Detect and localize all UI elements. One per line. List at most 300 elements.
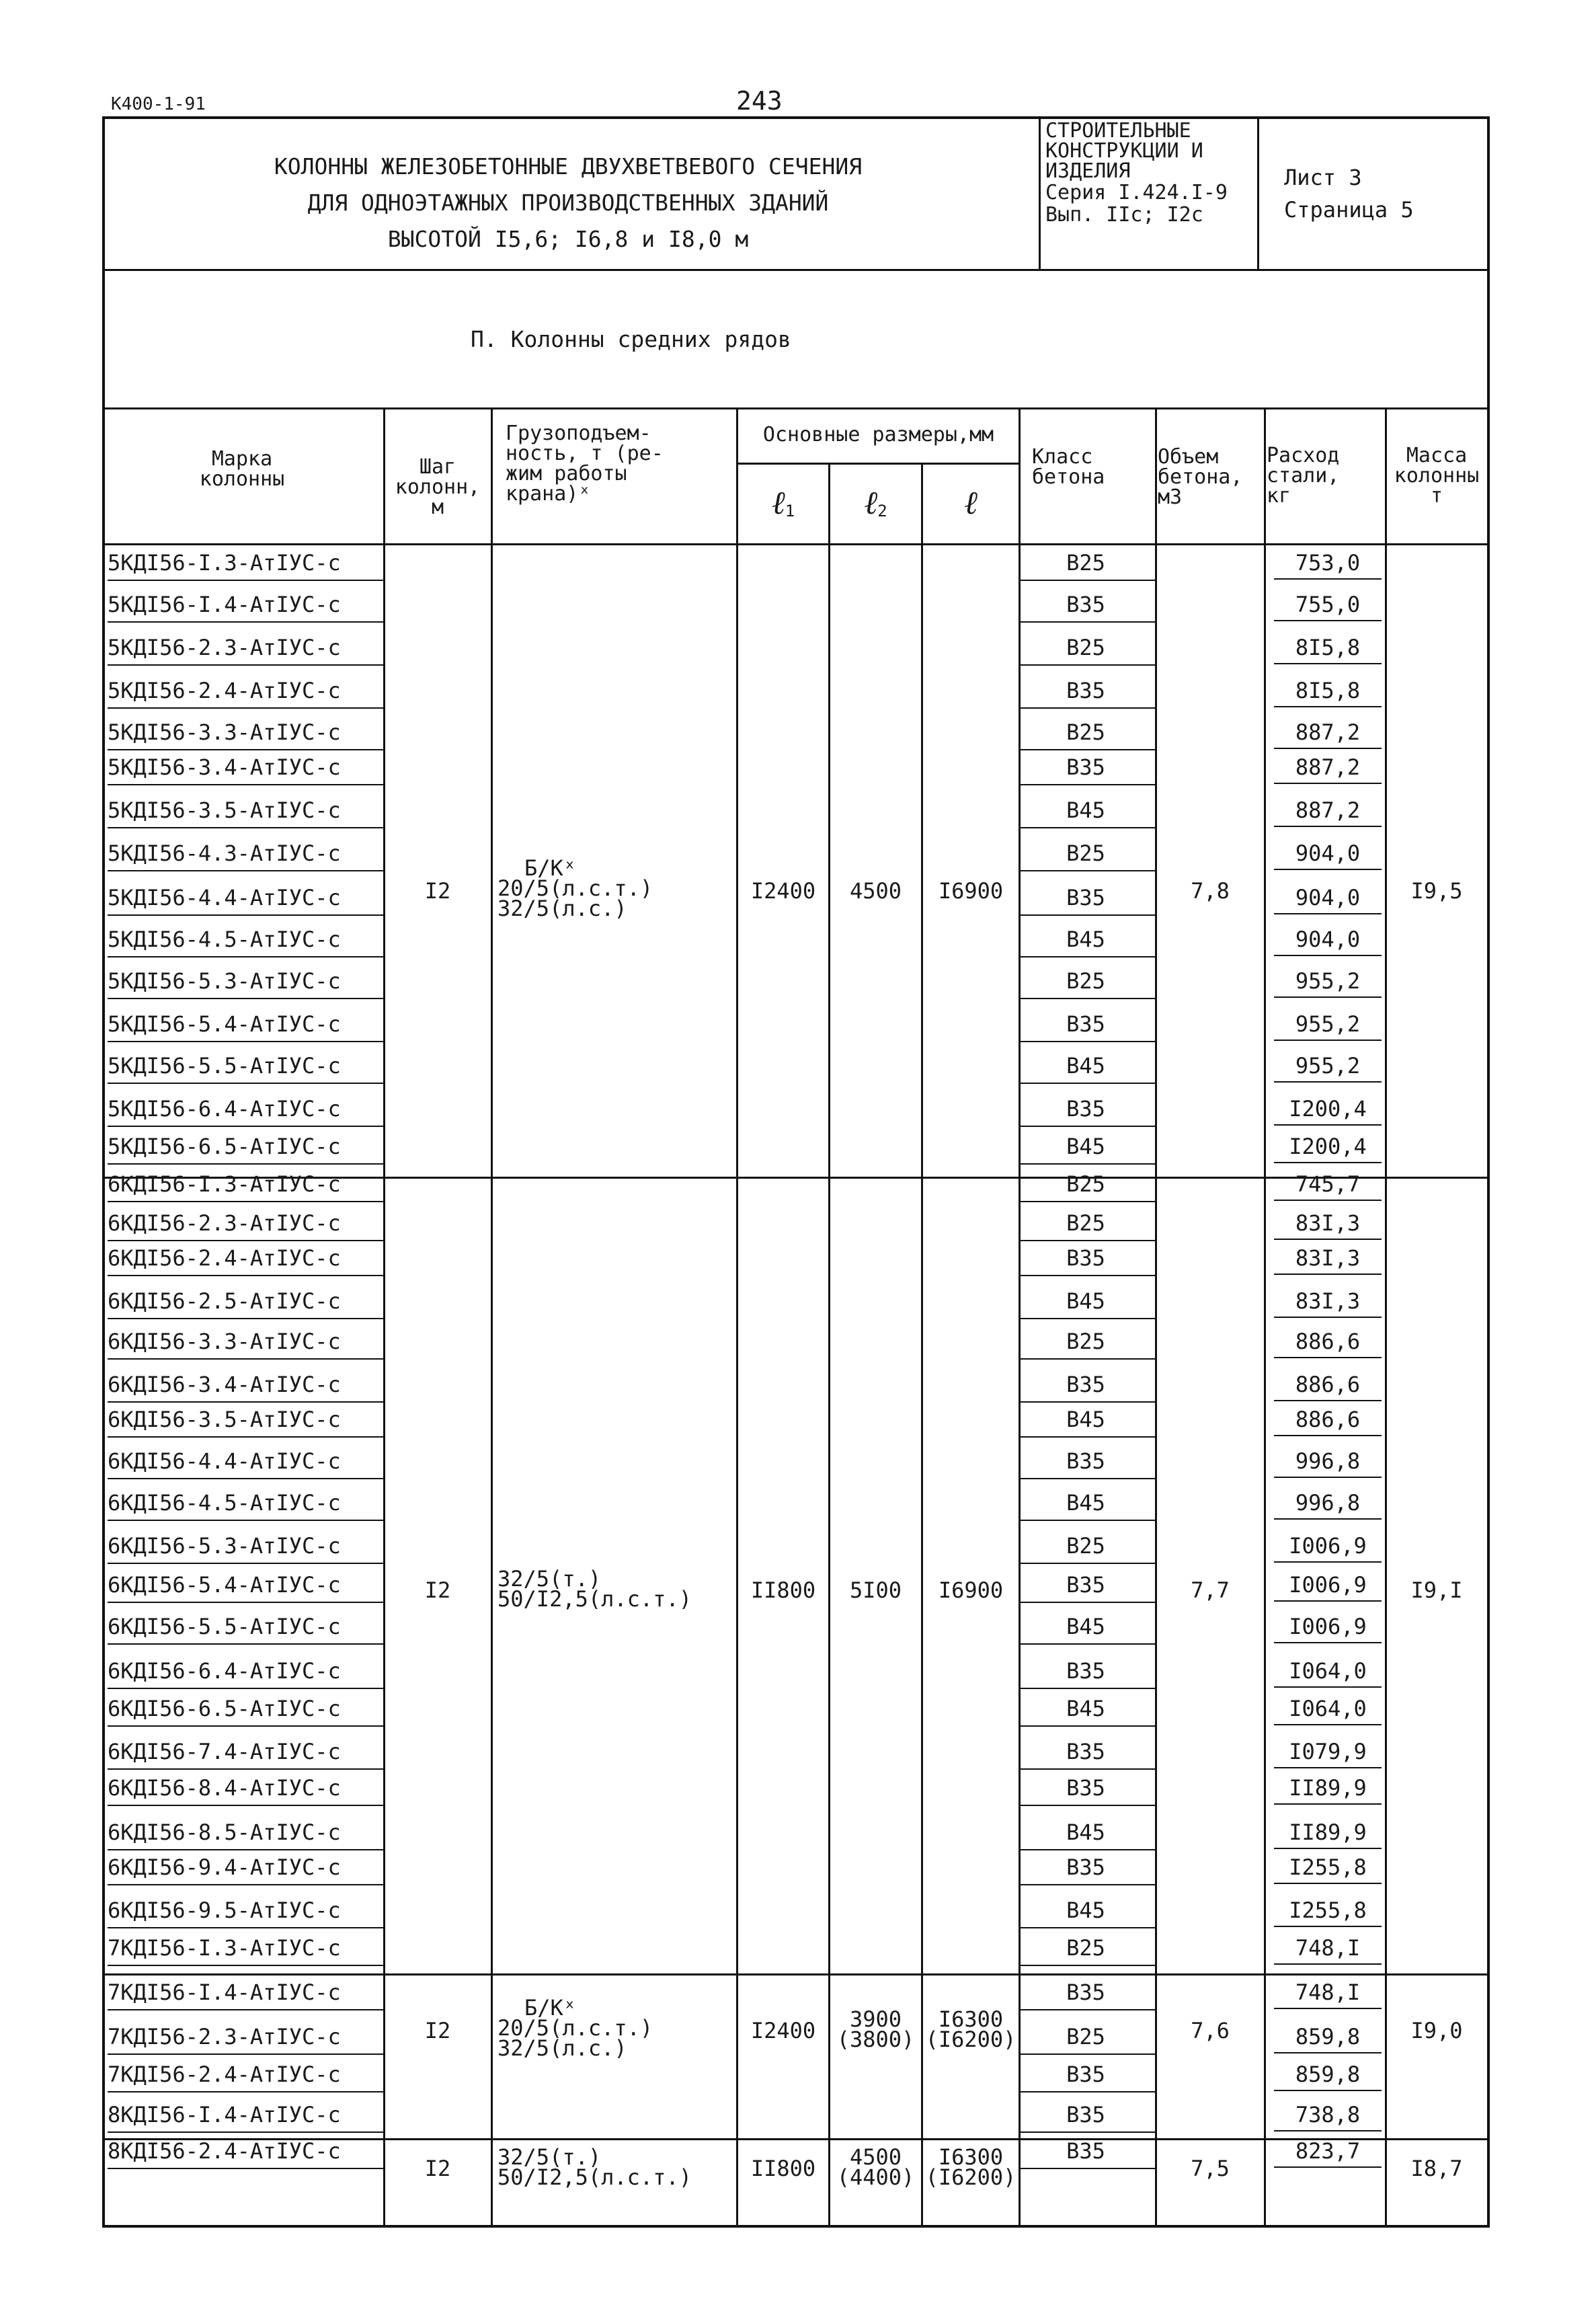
crane-capacity: Б/Кˣ bbox=[524, 855, 577, 881]
concrete-class: В35 bbox=[1066, 1448, 1105, 1474]
mark-underline bbox=[108, 1849, 383, 1850]
concrete-class: В45 bbox=[1066, 797, 1105, 823]
mark-underline bbox=[108, 1401, 383, 1403]
steel-consumption: I255,8 bbox=[1289, 1854, 1367, 1880]
steel-consumption: 996,8 bbox=[1295, 1448, 1361, 1474]
class-underline bbox=[1019, 1240, 1155, 1241]
concrete-class: В35 bbox=[1066, 754, 1105, 780]
row-underline bbox=[1274, 2008, 1382, 2009]
mark-underline bbox=[108, 1318, 383, 1319]
mark-underline bbox=[108, 1884, 383, 1885]
column-mass: I9,5 bbox=[1410, 878, 1463, 904]
concrete-class: В45 bbox=[1066, 1053, 1105, 1079]
row-underline bbox=[1274, 955, 1382, 956]
row-underline bbox=[1274, 1686, 1382, 1688]
row-underline bbox=[1274, 1767, 1382, 1768]
steel-consumption: 955,2 bbox=[1295, 968, 1361, 994]
mark-underline bbox=[108, 1436, 383, 1438]
col-line-2 bbox=[491, 407, 493, 2228]
column-mark: 6КДI56-7.4-АтIУС-с bbox=[108, 1739, 341, 1764]
dimension-l2: 3900 bbox=[849, 2006, 902, 2032]
steel-consumption: 904,0 bbox=[1295, 885, 1361, 910]
class-underline bbox=[1019, 621, 1155, 623]
concrete-class: В25 bbox=[1066, 1935, 1105, 1961]
steel-consumption: 755,0 bbox=[1295, 592, 1361, 617]
row-underline bbox=[1274, 1600, 1382, 1602]
row-underline bbox=[1274, 2090, 1382, 2091]
row-underline bbox=[1274, 1081, 1382, 1083]
row-underline bbox=[1274, 996, 1382, 998]
steel-consumption: 904,0 bbox=[1295, 927, 1361, 952]
dimension-l2: (4400) bbox=[836, 2164, 915, 2190]
concrete-class: В25 bbox=[1066, 635, 1105, 660]
mark-underline bbox=[108, 2053, 383, 2055]
row-underline bbox=[1274, 1883, 1382, 1884]
section-divider bbox=[102, 407, 1490, 409]
series-number: Серия I.424.I-9 bbox=[1045, 181, 1228, 204]
mark-underline bbox=[108, 956, 383, 957]
steel-consumption: I079,9 bbox=[1289, 1739, 1367, 1764]
page-number: 243 bbox=[736, 86, 783, 116]
row-underline bbox=[1274, 2130, 1382, 2131]
column-mark: 5КДI56-4.5-АтIУС-с bbox=[108, 927, 341, 952]
title-line-2: ДЛЯ ОДНОЭТАЖНЫХ ПРОИЗВОДСТВЕННЫХ ЗДАНИЙ bbox=[307, 190, 829, 216]
column-mark: 5КДI56-I.3-АтIУС-с bbox=[108, 550, 341, 576]
title-vline-1 bbox=[1039, 116, 1041, 270]
concrete-class: В35 bbox=[1066, 1245, 1105, 1271]
class-underline bbox=[1019, 1126, 1155, 1127]
class-underline bbox=[1019, 1884, 1155, 1885]
mark-underline bbox=[108, 2009, 383, 2010]
header-mass: Масса колонны т bbox=[1394, 444, 1480, 508]
column-mass: I9,I bbox=[1410, 1577, 1463, 1603]
class-underline bbox=[1019, 749, 1155, 750]
class-underline bbox=[1019, 827, 1155, 828]
concrete-volume: 7,7 bbox=[1191, 1577, 1230, 1603]
crane-capacity: 20/5(л.с.т.) bbox=[497, 875, 653, 901]
title-line-3: ВЫСОТОЙ I5,6; I6,8 и I8,0 м bbox=[387, 226, 749, 252]
class-underline bbox=[1019, 784, 1155, 785]
class-underline bbox=[1019, 1041, 1155, 1042]
steel-consumption: I006,9 bbox=[1289, 1533, 1367, 1559]
col-line-7 bbox=[1155, 407, 1157, 2228]
concrete-class: В45 bbox=[1066, 1490, 1105, 1516]
title-vline-2 bbox=[1257, 116, 1259, 270]
column-mass: I9,0 bbox=[1410, 2018, 1463, 2043]
concrete-class: В35 bbox=[1066, 1372, 1105, 1397]
class-underline bbox=[1019, 1725, 1155, 1727]
mark-underline bbox=[108, 1520, 383, 1521]
row-underline bbox=[1274, 620, 1382, 621]
column-mark: 6КДI56-3.5-АтIУС-с bbox=[108, 1407, 341, 1432]
concrete-class: В35 bbox=[1066, 1739, 1105, 1764]
steel-consumption: 955,2 bbox=[1295, 1053, 1361, 1079]
steel-consumption: I064,0 bbox=[1289, 1658, 1367, 1684]
row-underline bbox=[1274, 1400, 1382, 1401]
column-mark: 6КДI56-4.4-АтIУС-с bbox=[108, 1448, 341, 1474]
concrete-volume: 7,6 bbox=[1191, 2018, 1230, 2043]
crane-capacity: 32/5(т.) bbox=[497, 1566, 602, 1592]
steel-consumption: II89,9 bbox=[1289, 1775, 1367, 1801]
class-underline bbox=[1019, 998, 1155, 999]
concrete-class: В35 bbox=[1066, 885, 1105, 910]
column-mark: 6КДI56-2.5-АтIУС-с bbox=[108, 1288, 341, 1314]
class-underline bbox=[1019, 1602, 1155, 1603]
steel-consumption: 996,8 bbox=[1295, 1490, 1361, 1516]
concrete-class: В35 bbox=[1066, 1011, 1105, 1037]
column-step: I2 bbox=[424, 2018, 451, 2043]
steel-consumption: 886,6 bbox=[1295, 1407, 1361, 1432]
column-mark: 5КДI56-4.3-АтIУС-с bbox=[108, 840, 341, 866]
class-underline bbox=[1019, 2009, 1155, 2010]
row-underline bbox=[1274, 2166, 1382, 2168]
title-divider bbox=[102, 269, 1490, 271]
concrete-class: В45 bbox=[1066, 1819, 1105, 1845]
column-step: I2 bbox=[424, 2156, 451, 2181]
header-l: ℓ bbox=[964, 484, 977, 522]
col-line-3 bbox=[736, 407, 738, 2228]
mark-underline bbox=[108, 1358, 383, 1360]
mark-underline bbox=[108, 1563, 383, 1564]
concrete-class: В25 bbox=[1066, 2024, 1105, 2049]
concrete-class: В45 bbox=[1066, 1897, 1105, 1923]
mark-underline bbox=[108, 1041, 383, 1042]
class-underline bbox=[1019, 1688, 1155, 1689]
mark-underline bbox=[108, 1083, 383, 1084]
class-underline bbox=[1019, 956, 1155, 957]
class-underline bbox=[1019, 1358, 1155, 1360]
row-underline bbox=[1274, 2052, 1382, 2053]
row-underline bbox=[1274, 1926, 1382, 1927]
column-mark: 6КДI56-6.5-АтIУС-с bbox=[108, 1696, 341, 1721]
mark-underline bbox=[108, 1126, 383, 1127]
concrete-class: В25 bbox=[1066, 719, 1105, 745]
class-underline bbox=[1019, 2131, 1155, 2133]
class-underline bbox=[1019, 870, 1155, 871]
mark-underline bbox=[108, 1688, 383, 1689]
class-underline bbox=[1019, 1478, 1155, 1479]
concrete-volume: 7,8 bbox=[1191, 878, 1230, 904]
mark-underline bbox=[108, 1805, 383, 1806]
row-underline bbox=[1274, 1518, 1382, 1520]
column-mark: 5КДI56-4.4-АтIУС-с bbox=[108, 885, 341, 910]
class-underline bbox=[1019, 1201, 1155, 1202]
dimension-l: I6300 bbox=[938, 2144, 1004, 2170]
page-label: Страница 5 bbox=[1284, 197, 1414, 223]
concrete-volume: 7,5 bbox=[1191, 2156, 1230, 2181]
column-mark: 5КДI56-2.3-АтIУС-с bbox=[108, 635, 341, 660]
mark-underline bbox=[108, 2091, 383, 2092]
column-mark: 5КДI56-5.5-АтIУС-с bbox=[108, 1053, 341, 1079]
crane-capacity: 50/I2,5(л.с.т.) bbox=[497, 2164, 692, 2190]
column-mark: 5КДI56-6.5-АтIУС-с bbox=[108, 1134, 341, 1159]
class-underline bbox=[1019, 1083, 1155, 1084]
row-underline bbox=[1274, 1040, 1382, 1041]
issue-number: Вып. IIс; I2с bbox=[1045, 203, 1203, 227]
column-mark: 6КДI56-5.3-АтIУС-с bbox=[108, 1533, 341, 1559]
concrete-class: В35 bbox=[1066, 1775, 1105, 1801]
concrete-class: В35 bbox=[1066, 678, 1105, 703]
steel-consumption: I200,4 bbox=[1289, 1096, 1367, 1122]
row-underline bbox=[1274, 706, 1382, 707]
dimension-l2: 5I00 bbox=[849, 1577, 902, 1603]
class-underline bbox=[1019, 664, 1155, 666]
concrete-class: В35 bbox=[1066, 1980, 1105, 2005]
column-mark: 6КДI56-8.5-АтIУС-с bbox=[108, 1819, 341, 1845]
steel-consumption: 904,0 bbox=[1295, 840, 1361, 866]
column-mass: I8,7 bbox=[1410, 2156, 1463, 2181]
column-mark: 6КДI56-8.4-АтIУС-с bbox=[108, 1775, 341, 1801]
class-underline bbox=[1019, 1849, 1155, 1850]
col-line-8 bbox=[1264, 407, 1266, 2228]
concrete-class: В35 bbox=[1066, 2102, 1105, 2127]
dimension-l: (I6200) bbox=[925, 2164, 1016, 2190]
mark-underline bbox=[108, 1240, 383, 1241]
column-mark: 7КДI56-I.4-АтIУС-с bbox=[108, 1980, 341, 2005]
concrete-class: В35 bbox=[1066, 2138, 1105, 2164]
concrete-class: В25 bbox=[1066, 1533, 1105, 1559]
mark-underline bbox=[108, 1163, 383, 1165]
column-mark: 6КДI56-3.4-АтIУС-с bbox=[108, 1372, 341, 1397]
crane-capacity: 32/5(л.с.) bbox=[497, 2035, 627, 2061]
column-mark: 8КДI56-2.4-АтIУС-с bbox=[108, 2138, 341, 2164]
crane-capacity: 20/5(л.с.т.) bbox=[497, 2015, 653, 2041]
mark-underline bbox=[108, 914, 383, 916]
row-underline bbox=[1274, 869, 1382, 870]
column-mark: 7КДI56-2.4-АтIУС-с bbox=[108, 2062, 341, 2087]
dimension-l: I6900 bbox=[938, 1577, 1004, 1603]
steel-consumption: 8I5,8 bbox=[1295, 678, 1361, 703]
steel-consumption: 748,I bbox=[1295, 1935, 1361, 1961]
concrete-class: В45 bbox=[1066, 1134, 1105, 1159]
steel-consumption: 83I,3 bbox=[1295, 1288, 1361, 1314]
mark-underline bbox=[108, 1602, 383, 1603]
class-underline bbox=[1019, 1643, 1155, 1645]
header-volume: Объем бетона, м3 bbox=[1158, 445, 1243, 509]
concrete-class: В25 bbox=[1066, 550, 1105, 576]
class-underline bbox=[1019, 1436, 1155, 1438]
row-underline bbox=[1274, 1848, 1382, 1849]
mark-underline bbox=[108, 1725, 383, 1727]
concrete-class: В45 bbox=[1066, 1614, 1105, 1639]
header-l1: ℓ$_1$ bbox=[771, 484, 795, 522]
dimension-l: (I6200) bbox=[925, 2027, 1016, 2052]
column-mark: 6КДI56-5.5-АтIУС-с bbox=[108, 1614, 341, 1639]
column-mark: 5КДI56-2.4-АтIУС-с bbox=[108, 678, 341, 703]
class-underline bbox=[1019, 1805, 1155, 1806]
row-underline bbox=[1274, 1724, 1382, 1725]
row-underline bbox=[1274, 1357, 1382, 1358]
steel-consumption: 83I,3 bbox=[1295, 1210, 1361, 1236]
col-line-5 bbox=[921, 463, 923, 2228]
steel-consumption: I255,8 bbox=[1289, 1897, 1367, 1923]
mark-underline bbox=[108, 827, 383, 828]
column-mark: 6КДI56-I.3-АтIУС-с bbox=[108, 1171, 341, 1197]
column-mark: 6КДI56-6.4-АтIУС-с bbox=[108, 1658, 341, 1684]
row-underline bbox=[1274, 1200, 1382, 1201]
class-underline bbox=[1019, 1401, 1155, 1403]
header-mark: Марка колонны bbox=[199, 447, 285, 491]
col-line-1 bbox=[383, 407, 385, 2228]
mark-underline bbox=[108, 2168, 383, 2169]
concrete-class: В35 bbox=[1066, 1658, 1105, 1684]
steel-consumption: 745,7 bbox=[1295, 1171, 1361, 1197]
column-mark: 5КДI56-5.4-АтIУС-с bbox=[108, 1011, 341, 1037]
steel-consumption: 859,8 bbox=[1295, 2062, 1361, 2087]
class-underline bbox=[1019, 1768, 1155, 1770]
concrete-class: В25 bbox=[1066, 1329, 1105, 1354]
crane-capacity: 50/I2,5(л.с.т.) bbox=[497, 1586, 692, 1612]
dimension-l2: 4500 bbox=[849, 878, 902, 904]
mark-underline bbox=[108, 2131, 383, 2133]
steel-consumption: 738,8 bbox=[1295, 2102, 1361, 2127]
column-mark: 5КДI56-3.3-АтIУС-с bbox=[108, 719, 341, 745]
steel-consumption: I064,0 bbox=[1289, 1696, 1367, 1721]
mark-underline bbox=[108, 707, 383, 709]
column-mark: 6КДI56-3.3-АтIУС-с bbox=[108, 1329, 341, 1354]
mark-underline bbox=[108, 664, 383, 666]
column-mark: 5КДI56-5.3-АтIУС-с bbox=[108, 968, 341, 994]
series-line-1: СТРОИТЕЛЬНЫЕ bbox=[1045, 119, 1191, 143]
row-underline bbox=[1274, 1317, 1382, 1318]
mark-underline bbox=[108, 1965, 383, 1966]
concrete-class: В25 bbox=[1066, 1171, 1105, 1197]
column-mark: 6КДI56-9.4-АтIУС-с bbox=[108, 1854, 341, 1880]
header-divider bbox=[102, 543, 1490, 545]
column-mark: 6КДI56-2.4-АтIУС-с bbox=[108, 1245, 341, 1271]
class-underline bbox=[1019, 2168, 1155, 2169]
row-underline bbox=[1274, 1124, 1382, 1126]
class-underline bbox=[1019, 707, 1155, 709]
steel-consumption: 8I5,8 bbox=[1295, 635, 1361, 660]
column-mark: 6КДI56-4.5-АтIУС-с bbox=[108, 1490, 341, 1516]
row-underline bbox=[1274, 748, 1382, 749]
dimension-l1: I2400 bbox=[750, 878, 816, 904]
class-underline bbox=[1019, 1965, 1155, 1966]
column-mark: 5КДI56-6.4-АтIУС-с bbox=[108, 1096, 341, 1122]
concrete-class: В35 bbox=[1066, 1572, 1105, 1598]
mark-underline bbox=[108, 784, 383, 785]
group-divider-2 bbox=[102, 1973, 1490, 1975]
class-underline bbox=[1019, 1927, 1155, 1928]
column-mark: 7КДI56-2.3-АтIУС-с bbox=[108, 2024, 341, 2049]
document-code: К400-1-91 bbox=[111, 94, 206, 114]
mark-underline bbox=[108, 580, 383, 581]
mark-underline bbox=[108, 749, 383, 750]
concrete-class: В25 bbox=[1066, 840, 1105, 866]
steel-consumption: I006,9 bbox=[1289, 1614, 1367, 1639]
steel-consumption: I200,4 bbox=[1289, 1134, 1367, 1159]
steel-consumption: 886,6 bbox=[1295, 1372, 1361, 1397]
row-underline bbox=[1274, 1477, 1382, 1478]
mark-underline bbox=[108, 1927, 383, 1928]
class-underline bbox=[1019, 1563, 1155, 1564]
class-underline bbox=[1019, 2091, 1155, 2092]
column-step: I2 bbox=[424, 878, 451, 904]
header-l2: ℓ$_2$ bbox=[864, 484, 887, 522]
steel-consumption: 748,I bbox=[1295, 1980, 1361, 2005]
concrete-class: В45 bbox=[1066, 1288, 1105, 1314]
steel-consumption: I006,9 bbox=[1289, 1572, 1367, 1598]
steel-consumption: 753,0 bbox=[1295, 550, 1361, 576]
steel-consumption: 887,2 bbox=[1295, 754, 1361, 780]
row-underline bbox=[1274, 663, 1382, 664]
header-main-dims: Основные размеры,мм bbox=[762, 423, 994, 446]
row-underline bbox=[1274, 1274, 1382, 1275]
concrete-class: В35 bbox=[1066, 592, 1105, 617]
row-underline bbox=[1274, 913, 1382, 914]
concrete-class: В25 bbox=[1066, 968, 1105, 994]
col-line-4 bbox=[828, 463, 830, 2228]
mark-underline bbox=[108, 1201, 383, 1202]
dims-header-divider bbox=[736, 463, 1019, 465]
crane-capacity: 32/5(т.) bbox=[497, 2144, 602, 2170]
column-mark: 7КДI56-I.3-АтIУС-с bbox=[108, 1935, 341, 1961]
dimension-l2: 4500 bbox=[849, 2144, 902, 2170]
class-underline bbox=[1019, 2053, 1155, 2055]
header-steel: Расход стали, кг bbox=[1267, 444, 1340, 508]
mark-underline bbox=[108, 870, 383, 871]
concrete-class: В35 bbox=[1066, 2062, 1105, 2087]
column-mark: 5КДI56-I.4-АтIУС-с bbox=[108, 592, 341, 617]
mark-underline bbox=[108, 1643, 383, 1645]
row-underline bbox=[1274, 1239, 1382, 1240]
concrete-class: В35 bbox=[1066, 1096, 1105, 1122]
class-underline bbox=[1019, 580, 1155, 581]
class-underline bbox=[1019, 1163, 1155, 1165]
header-load: Грузоподъем- ность, т (ре- жим работы крана)ˣ bbox=[506, 422, 664, 506]
concrete-class: В25 bbox=[1066, 1210, 1105, 1236]
steel-consumption: 887,2 bbox=[1295, 797, 1361, 823]
concrete-class: В35 bbox=[1066, 1854, 1105, 1880]
header-class: Класс бетона bbox=[1032, 445, 1105, 489]
dimension-l2: (3800) bbox=[836, 2027, 915, 2052]
column-step: I2 bbox=[424, 1577, 451, 1603]
row-underline bbox=[1274, 1435, 1382, 1436]
crane-capacity: Б/Кˣ bbox=[524, 1995, 577, 2021]
steel-consumption: 955,2 bbox=[1295, 1011, 1361, 1037]
row-underline bbox=[1274, 1162, 1382, 1163]
class-underline bbox=[1019, 1275, 1155, 1276]
column-mark: 8КДI56-I.4-АтIУС-с bbox=[108, 2102, 341, 2127]
series-line-2: КОНСТРУКЦИИ И bbox=[1045, 139, 1203, 163]
dimension-l: I6900 bbox=[938, 878, 1004, 904]
steel-consumption: 823,7 bbox=[1295, 2138, 1361, 2164]
column-mark: 5КДI56-3.4-АтIУС-с bbox=[108, 754, 341, 780]
section-title: П. Колонны средних рядов bbox=[471, 326, 791, 352]
row-underline bbox=[1274, 1561, 1382, 1563]
mark-underline bbox=[108, 998, 383, 999]
mark-underline bbox=[108, 1768, 383, 1770]
col-line-9 bbox=[1385, 407, 1387, 2228]
concrete-class: В45 bbox=[1066, 927, 1105, 952]
steel-consumption: II89,9 bbox=[1289, 1819, 1367, 1845]
column-mark: 6КДI56-9.5-АтIУС-с bbox=[108, 1897, 341, 1923]
row-underline bbox=[1274, 1642, 1382, 1643]
steel-consumption: 859,8 bbox=[1295, 2024, 1361, 2049]
steel-consumption: 886,6 bbox=[1295, 1329, 1361, 1354]
concrete-class: В45 bbox=[1066, 1696, 1105, 1721]
mark-underline bbox=[108, 1478, 383, 1479]
row-underline bbox=[1274, 783, 1382, 784]
concrete-class: В45 bbox=[1066, 1407, 1105, 1432]
crane-capacity: 32/5(л.с.) bbox=[497, 896, 627, 921]
sheet-label: Лист 3 bbox=[1284, 165, 1362, 190]
column-mark: 5КДI56-3.5-АтIУС-с bbox=[108, 797, 341, 823]
mark-underline bbox=[108, 1275, 383, 1276]
steel-consumption: 83I,3 bbox=[1295, 1245, 1361, 1271]
series-line-3: ИЗДЕЛИЯ bbox=[1045, 159, 1131, 183]
